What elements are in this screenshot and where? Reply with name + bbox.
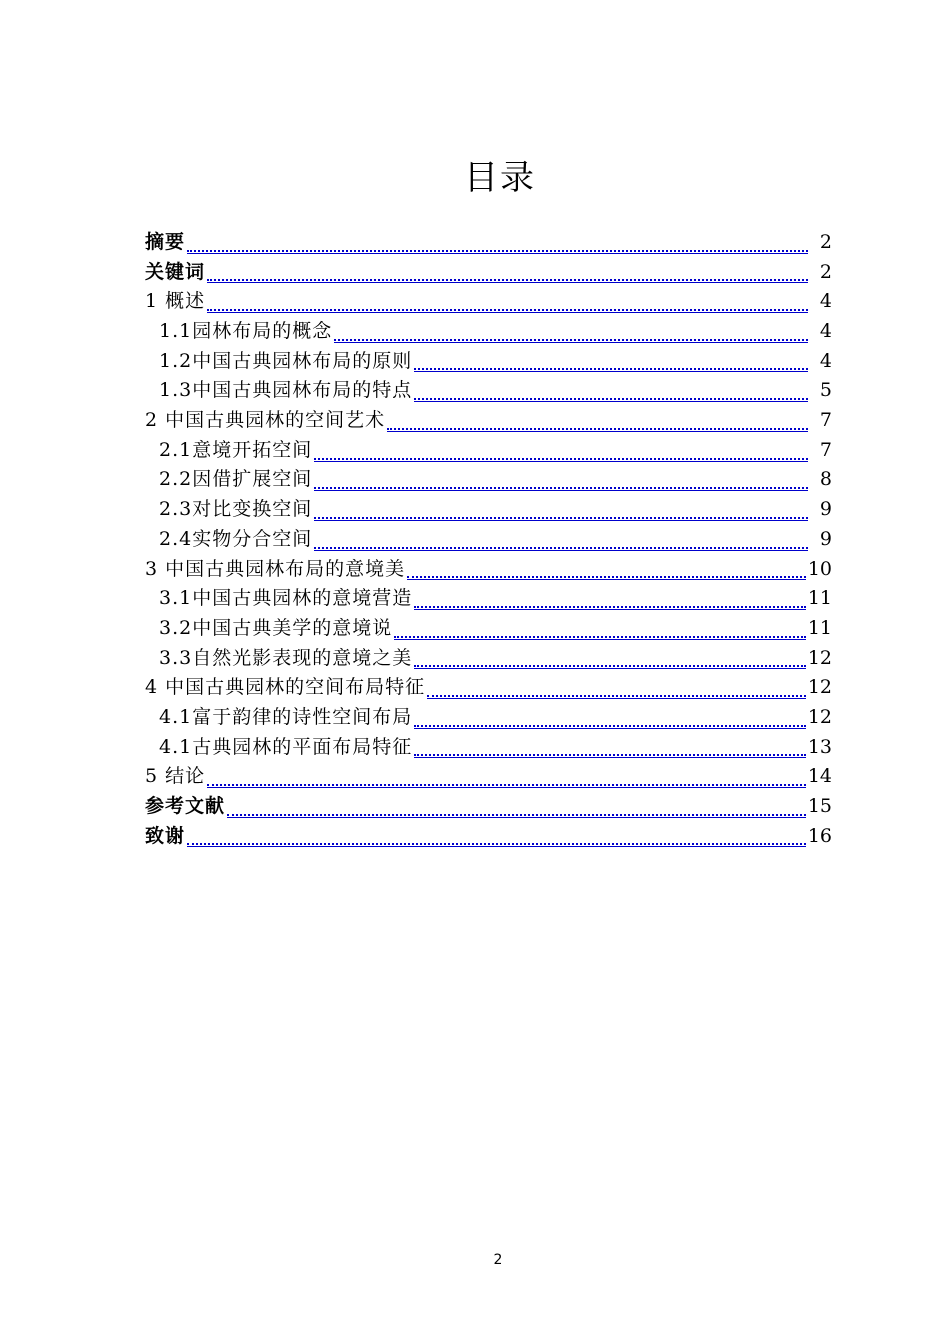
toc-entry-label[interactable]: 3.1中国古典园林的意境营造 [159, 587, 413, 610]
toc-entry[interactable] [145, 287, 832, 317]
toc-dot-leader [314, 499, 808, 519]
toc-dot-leader [207, 261, 808, 281]
toc-entry[interactable] [145, 614, 832, 644]
toc-entry[interactable] [145, 347, 832, 377]
toc-entry-page-number: 4 [819, 290, 832, 313]
toc-entry-page-number: 4 [819, 320, 832, 343]
toc-entry[interactable] [145, 762, 832, 792]
toc-entry-page-number: 10 [807, 557, 832, 580]
toc-entry[interactable] [145, 733, 832, 763]
toc-dot-leader [427, 677, 806, 697]
toc-entry-label[interactable]: 2.4实物分合空间 [159, 527, 313, 550]
toc-entry[interactable] [145, 584, 832, 614]
toc-entry[interactable] [145, 555, 832, 585]
toc-entry[interactable] [145, 703, 832, 733]
toc-entry-page-number: 9 [819, 527, 832, 550]
toc-entry-page-number: 16 [807, 824, 832, 847]
toc-entry-label[interactable]: 参考文献 [145, 795, 226, 818]
toc-entry-label[interactable]: 1 概述 [145, 290, 206, 313]
toc-entry[interactable] [145, 317, 832, 347]
toc-dot-leader [387, 410, 808, 430]
toc-dot-leader [414, 350, 808, 370]
toc-entry-page-number: 7 [819, 409, 832, 432]
toc-entry-label[interactable]: 2 中国古典园林的空间艺术 [145, 409, 386, 432]
toc-dot-leader [314, 529, 808, 549]
toc-entry-label[interactable]: 3.2中国古典美学的意境说 [159, 616, 393, 639]
toc-dot-leader [407, 558, 806, 578]
toc-entry-label[interactable]: 4 中国古典园林的空间布局特征 [145, 676, 426, 699]
toc-entry-label[interactable]: 致谢 [145, 824, 186, 847]
toc-entry-label[interactable]: 2.3对比变换空间 [159, 498, 313, 521]
toc-dot-leader [187, 232, 808, 252]
toc-entry[interactable] [145, 406, 832, 436]
toc-entry[interactable] [145, 376, 832, 406]
toc-dot-leader [227, 796, 806, 816]
toc-entry-page-number: 5 [819, 379, 832, 402]
toc-dot-leader [394, 618, 806, 638]
toc-dot-leader [414, 707, 806, 727]
toc-entry-label[interactable]: 1.1园林布局的概念 [159, 320, 333, 343]
toc-dot-leader [334, 321, 808, 341]
toc-dot-leader [207, 766, 806, 786]
toc-entry[interactable] [145, 436, 832, 466]
toc-entry-page-number: 12 [807, 646, 832, 669]
toc-entry-label[interactable]: 关键词 [145, 260, 206, 283]
toc-entry-page-number: 7 [819, 438, 832, 461]
toc-entry-label[interactable]: 3.3自然光影表现的意境之美 [159, 646, 413, 669]
toc-entry-label[interactable]: 1.3中国古典园林布局的特点 [159, 379, 413, 402]
toc-entry-page-number: 12 [807, 705, 832, 728]
toc-entry-label[interactable]: 4.1富于韵律的诗性空间布局 [159, 705, 413, 728]
toc-entry-page-number: 2 [819, 260, 832, 283]
toc-entry[interactable] [145, 673, 832, 703]
toc-entry-page-number: 15 [807, 795, 832, 818]
toc-dot-leader [414, 380, 808, 400]
toc-entry-page-number: 11 [807, 616, 832, 639]
table-of-contents [145, 228, 832, 851]
toc-entry-label[interactable]: 3 中国古典园林布局的意境美 [145, 557, 406, 580]
page-number: 2 [493, 1252, 503, 1268]
toc-entry-page-number: 12 [807, 676, 832, 699]
toc-entry-page-number: 14 [807, 765, 832, 788]
toc-entry-label[interactable]: 2.1意境开拓空间 [159, 438, 313, 461]
toc-entry[interactable] [145, 466, 832, 496]
toc-dot-leader [314, 440, 808, 460]
toc-dot-leader [414, 736, 806, 756]
toc-entry-page-number: 11 [807, 587, 832, 610]
toc-entry-page-number: 4 [819, 349, 832, 372]
toc-entry-label[interactable]: 4.1古典园林的平面布局特征 [159, 735, 413, 758]
toc-entry[interactable] [145, 495, 832, 525]
toc-title: 目录 [464, 158, 536, 198]
toc-entry-label[interactable]: 5 结论 [145, 765, 206, 788]
toc-entry-page-number: 13 [807, 735, 832, 758]
toc-entry[interactable] [145, 644, 832, 674]
toc-entry[interactable] [145, 822, 832, 852]
toc-dot-leader [414, 588, 806, 608]
toc-entry-page-number: 8 [819, 468, 832, 491]
toc-entry[interactable] [145, 792, 832, 822]
toc-entry[interactable] [145, 228, 832, 258]
toc-entry-label[interactable]: 2.2因借扩展空间 [159, 468, 313, 491]
toc-entry-page-number: 9 [819, 498, 832, 521]
toc-entry-label[interactable]: 摘要 [145, 230, 186, 253]
toc-dot-leader [187, 825, 806, 845]
toc-entry-page-number: 2 [819, 230, 832, 253]
toc-dot-leader [314, 469, 808, 489]
toc-entry[interactable] [145, 525, 832, 555]
toc-entry[interactable] [145, 258, 832, 288]
toc-dot-leader [414, 647, 806, 667]
toc-entry-label[interactable]: 1.2中国古典园林布局的原则 [159, 349, 413, 372]
toc-dot-leader [207, 291, 808, 311]
